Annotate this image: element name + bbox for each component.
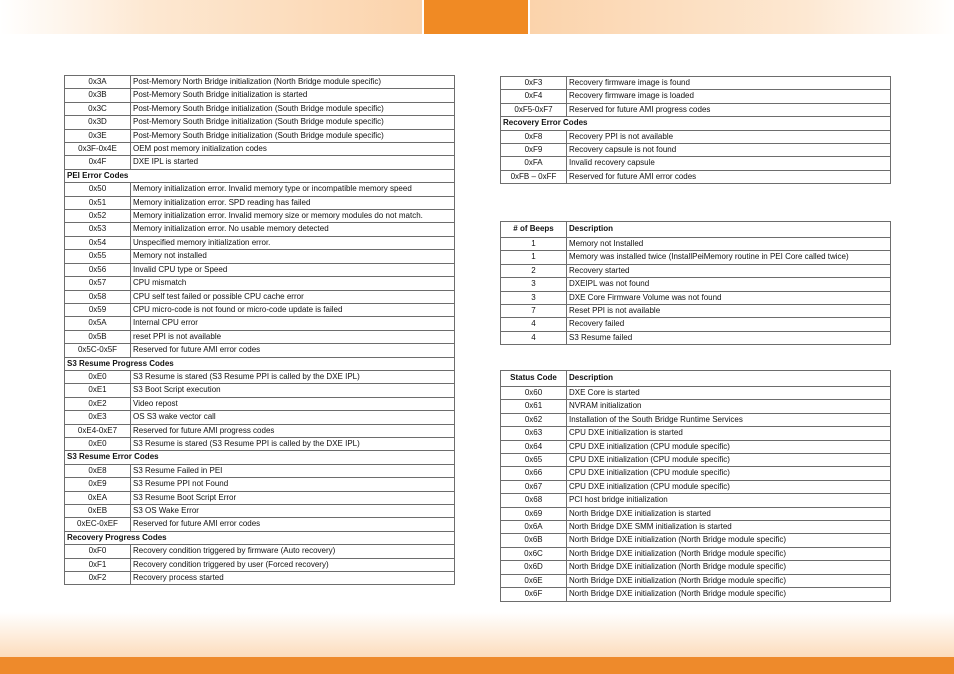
description-cell: S3 Resume PPI not Found [131,478,455,491]
table-row [65,384,455,397]
description-cell: DXEIPL was not found [567,278,891,291]
code-cell: 4 [501,318,567,331]
code-cell: 0xE9 [65,478,131,491]
table-row [501,413,891,426]
description-cell: Memory initialization error. Invalid memory type or incompatible memory speed [131,183,455,196]
table-row [65,116,455,129]
description-cell: Recovery condition triggered by user (Forced recovery) [131,558,455,571]
description-cell: Reserved for future AMI progress codes [131,424,455,437]
code-cell: 0x55 [65,250,131,263]
description-cell: North Bridge DXE initialization (North Bridge module specific) [567,561,891,574]
code-cell: 0xF0 [65,545,131,558]
description-cell: Recovery condition triggered by firmware (Auto recovery) [131,545,455,558]
table-row [65,143,455,156]
table-row [501,305,891,318]
description-cell: Recovery firmware image is loaded [567,90,891,103]
section-title: Recovery Progress Codes [65,531,455,544]
table-row [65,210,455,223]
code-cell: 0x59 [65,303,131,316]
header-page-tab [424,0,528,34]
section-header-row [65,531,455,544]
column-header-code: Status Code [501,371,567,387]
description-cell: Memory was installed twice (InstallPeiMemory routine in PEI Core called twice) [567,251,891,264]
table-row [501,494,891,507]
description-cell: Reserved for future AMI error codes [131,344,455,357]
description-cell: Recovery failed [567,318,891,331]
description-cell: OS S3 wake vector call [131,411,455,424]
code-cell: 0x63 [501,427,567,440]
description-cell: Invalid CPU type or Speed [131,263,455,276]
code-cell: 0x3C [65,102,131,115]
code-cell: 3 [501,291,567,304]
description-cell: North Bridge DXE SMM initialization is started [567,521,891,534]
table-row [501,238,891,251]
table-row [501,467,891,480]
table-header-row [501,371,891,387]
table-row [501,561,891,574]
code-cell: 0x4F [65,156,131,169]
description-cell: Post-Memory South Bridge initialization (South Bridge module specific) [131,116,455,129]
table-row [501,521,891,534]
table-row [501,387,891,400]
code-cell: 0x56 [65,263,131,276]
table-row [65,437,455,450]
description-cell: Video repost [131,397,455,410]
description-cell: Memory initialization error. SPD reading has failed [131,196,455,209]
description-cell: DXE IPL is started [131,156,455,169]
code-cell: 0x64 [501,440,567,453]
recovery-codes-table [500,76,891,184]
table-row [65,223,455,236]
section-title: S3 Resume Progress Codes [65,357,455,370]
description-cell: S3 Resume Boot Script Error [131,491,455,504]
code-cell: 0x6A [501,521,567,534]
code-cell: 0x3E [65,129,131,142]
table-row [65,572,455,585]
section-title: S3 Resume Error Codes [65,451,455,464]
code-cell: 0x52 [65,210,131,223]
footer-bar [0,657,954,674]
code-cell: 0xF5-0xF7 [501,103,567,116]
description-cell: Installation of the South Bridge Runtime Services [567,413,891,426]
description-cell: NVRAM initialization [567,400,891,413]
table-row [65,303,455,316]
table-row [501,400,891,413]
table-row [501,90,891,103]
section-header-row [65,451,455,464]
table-row [65,277,455,290]
code-cell: 0x6D [501,561,567,574]
description-cell: CPU DXE initialization is started [567,427,891,440]
description-cell: Post-Memory South Bridge initialization is started [131,89,455,102]
description-cell: PCI host bridge initialization [567,494,891,507]
description-cell: S3 Boot Script execution [131,384,455,397]
code-cell: 0xFA [501,157,567,170]
table-row [65,424,455,437]
code-cell: 0x67 [501,480,567,493]
table-row [501,278,891,291]
code-cell: 0xF3 [501,77,567,90]
description-cell: Memory initialization error. No usable memory detected [131,223,455,236]
code-cell: 0x3B [65,89,131,102]
description-cell: CPU DXE initialization (CPU module specific) [567,480,891,493]
code-cell: 0x61 [501,400,567,413]
table-row [65,478,455,491]
table-row [501,440,891,453]
description-cell: OEM post memory initialization codes [131,143,455,156]
code-cell: 7 [501,305,567,318]
column-header-description: Description [567,222,891,238]
description-cell: North Bridge DXE initialization (North Bridge module specific) [567,588,891,601]
table-row [65,491,455,504]
table-row [501,507,891,520]
code-cell: 0x5B [65,330,131,343]
table-row [501,480,891,493]
table-row [65,344,455,357]
code-cell: 0x6E [501,574,567,587]
table-row [501,331,891,344]
table-row [65,330,455,343]
table-row [501,157,891,170]
table-row [65,505,455,518]
code-cell: 0x3A [65,76,131,89]
code-cell: 0xF2 [65,572,131,585]
code-cell: 0x51 [65,196,131,209]
table-header-row [501,222,891,238]
footer-band [0,612,954,657]
table-row [65,397,455,410]
code-cell: 0xE8 [65,464,131,477]
description-cell: CPU micro-code is not found or micro-code update is failed [131,303,455,316]
table-row [501,251,891,264]
code-cell: 0x60 [501,387,567,400]
table-row [65,411,455,424]
description-cell: Post-Memory North Bridge initialization (North Bridge module specific) [131,76,455,89]
header-band-right [530,0,954,34]
code-cell: 0x5A [65,317,131,330]
description-cell: CPU DXE initialization (CPU module specific) [567,467,891,480]
dxe-status-codes-table [500,370,891,602]
description-cell: Reserved for future AMI error codes [567,170,891,183]
description-cell: Internal CPU error [131,317,455,330]
table-row [65,317,455,330]
description-cell: Recovery firmware image is found [567,77,891,90]
header-band-left [0,0,422,34]
section-header-row [501,117,891,130]
table-row [501,427,891,440]
description-cell: Recovery process started [131,572,455,585]
column-header-code: # of Beeps [501,222,567,238]
description-cell: CPU DXE initialization (CPU module specific) [567,440,891,453]
code-cell: 0x53 [65,223,131,236]
table-row [65,250,455,263]
description-cell: Recovery PPI is not available [567,130,891,143]
code-cell: 0xE2 [65,397,131,410]
table-row [501,547,891,560]
code-cell: 0xE4-0xE7 [65,424,131,437]
description-cell: S3 Resume is stared (S3 Resume PPI is called by the DXE IPL) [131,370,455,383]
description-cell: North Bridge DXE initialization (North Bridge module specific) [567,534,891,547]
code-cell: 0xFB – 0xFF [501,170,567,183]
code-cell: 3 [501,278,567,291]
description-cell: Recovery started [567,264,891,277]
description-cell: North Bridge DXE initialization is started [567,507,891,520]
description-cell: CPU DXE initialization (CPU module specific) [567,454,891,467]
code-cell: 0x57 [65,277,131,290]
code-cell: 0xE0 [65,370,131,383]
code-cell: 0x69 [501,507,567,520]
table-row [501,170,891,183]
table-row [65,196,455,209]
code-cell: 0xF8 [501,130,567,143]
table-row [65,545,455,558]
column-header-description: Description [567,371,891,387]
code-cell: 0xE0 [65,437,131,450]
table-row [65,89,455,102]
description-cell: CPU self test failed or possible CPU cache error [131,290,455,303]
code-cell: 0x3F-0x4E [65,143,131,156]
section-title: PEI Error Codes [65,169,455,182]
table-row [65,464,455,477]
table-row [501,534,891,547]
code-cell: 0xEB [65,505,131,518]
table-row [501,264,891,277]
table-row [501,144,891,157]
description-cell: Reserved for future AMI error codes [131,518,455,531]
description-cell: Memory not installed [131,250,455,263]
code-cell: 0xF1 [65,558,131,571]
table-row [65,129,455,142]
description-cell: Memory initialization error. Invalid memory size or memory modules do not match. [131,210,455,223]
code-cell: 0x50 [65,183,131,196]
code-cell: 1 [501,238,567,251]
description-cell: North Bridge DXE initialization (North Bridge module specific) [567,574,891,587]
code-cell: 0xF9 [501,144,567,157]
description-cell: S3 OS Wake Error [131,505,455,518]
table-row [65,290,455,303]
description-cell: Unspecified memory initialization error. [131,236,455,249]
description-cell: reset PPI is not available [131,330,455,343]
description-cell: Memory not Installed [567,238,891,251]
code-cell: 2 [501,264,567,277]
code-cell: 0x66 [501,467,567,480]
code-cell: 0x6C [501,547,567,560]
description-cell: S3 Resume Failed in PEI [131,464,455,477]
table-row [65,102,455,115]
beep-codes-table [500,221,891,345]
table-row [501,318,891,331]
pei-codes-table [64,75,455,585]
table-row [501,77,891,90]
table-row [501,103,891,116]
code-cell: 0xF4 [501,90,567,103]
description-cell: CPU mismatch [131,277,455,290]
description-cell: S3 Resume failed [567,331,891,344]
section-title: Recovery Error Codes [501,117,891,130]
table-row [65,370,455,383]
description-cell: Recovery capsule is not found [567,144,891,157]
code-cell: 4 [501,331,567,344]
code-cell: 1 [501,251,567,264]
code-cell: 0x68 [501,494,567,507]
code-cell: 0xE1 [65,384,131,397]
code-cell: 0xEC-0xEF [65,518,131,531]
description-cell: S3 Resume is stared (S3 Resume PPI is called by the DXE IPL) [131,437,455,450]
description-cell: DXE Core Firmware Volume was not found [567,291,891,304]
table-row [501,454,891,467]
table-row [65,183,455,196]
code-cell: 0x3D [65,116,131,129]
code-cell: 0xE3 [65,411,131,424]
table-row [501,130,891,143]
description-cell: Post-Memory South Bridge initialization (South Bridge module specific) [131,129,455,142]
table-row [65,263,455,276]
table-row [65,236,455,249]
description-cell: DXE Core is started [567,387,891,400]
description-cell: Post-Memory South Bridge initialization (South Bridge module specific) [131,102,455,115]
code-cell: 0x62 [501,413,567,426]
code-cell: 0x5C-0x5F [65,344,131,357]
section-header-row [65,169,455,182]
description-cell: Reset PPI is not available [567,305,891,318]
table-row [65,558,455,571]
table-row [65,76,455,89]
code-cell: 0x65 [501,454,567,467]
table-row [65,156,455,169]
code-cell: 0x54 [65,236,131,249]
code-cell: 0x58 [65,290,131,303]
description-cell: Invalid recovery capsule [567,157,891,170]
code-cell: 0xEA [65,491,131,504]
code-cell: 0x6B [501,534,567,547]
code-cell: 0x6F [501,588,567,601]
description-cell: Reserved for future AMI progress codes [567,103,891,116]
description-cell: North Bridge DXE initialization (North Bridge module specific) [567,547,891,560]
table-row [501,291,891,304]
table-row [65,518,455,531]
table-row [501,588,891,601]
section-header-row [65,357,455,370]
table-row [501,574,891,587]
